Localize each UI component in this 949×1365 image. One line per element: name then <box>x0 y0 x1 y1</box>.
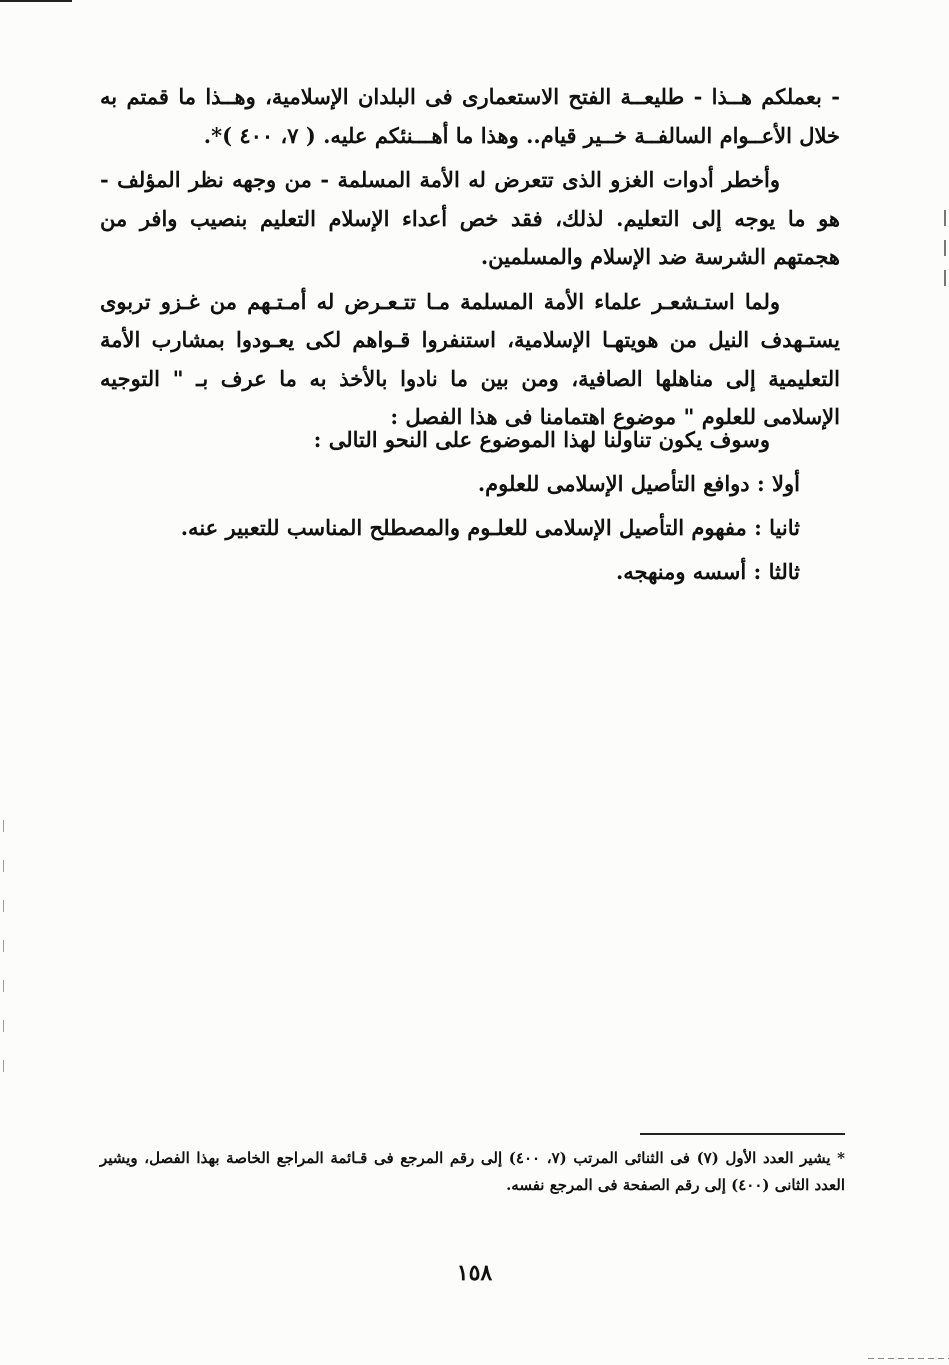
paragraph-1: - بعملكم هــذا - طليعــة الفتح الاستعمارى فى البلدان الإسلامية، وهــذا ما قمتم به خلال الأعــوام السالفــة خــير قيام.. وهذا ما أهـــنئكم عليه. ( ٧، ٤٠٠ )*. <box>100 84 840 148</box>
scan-edge-marks-right <box>944 210 947 300</box>
outline-item-2: ثانيا : مفهوم التأصيل الإسلامى للعلـوم والمصطلح المناسب للتعبير عنه. <box>180 515 800 540</box>
chapter-outline <box>100 418 800 594</box>
outline-item-3: ثالثا : أسسه ومنهجه. <box>615 559 800 584</box>
main-text <box>100 78 840 443</box>
footnote-separator <box>640 1133 845 1135</box>
outline-item-1: أولا : دوافع التأصيل الإسلامى للعلوم. <box>477 471 800 496</box>
top-edge-rule <box>0 0 72 2</box>
outline-intro: وسوف يكون تناولنا لهذا الموضوع على النحو التالى : <box>313 427 770 452</box>
footnote: * يشير العدد الأول (٧) فى الثنائى المرتب (٧، ٤٠٠) إلى رقم المرجع فى قـائمة المراجع الخاصة بهذا الفصل، ويشير العدد الثانى (٤٠٠) إلى رقم الصفحة فى المرجع نفسه. <box>100 1149 845 1194</box>
bottom-edge-rule <box>868 1358 949 1359</box>
page-number: ١٥٨ <box>456 1260 493 1286</box>
paragraph-2: وأخطر أدوات الغزو الذى تتعرض له الأمة المسلمة - من وجهه نظر المؤلف - هو ما يوجه إلى التعليم. لذلك، فقد خص أعداء الإسلام التعليم بنصيب وافر من هجمتهم الشرسة ضد الإسلام والمسلمين. <box>100 167 840 269</box>
scan-edge-marks-left <box>3 820 5 1100</box>
paragraph-3: ولما استـشعـر علماء الأمة المسلمة مـا تتـعـرض له أمـتـهم من غـزو تربوى يستـهدف النيل من هويتهـا الإسلامية، استنفروا قـواهم لكى يعـودوا بمشارب الأمة التعليمية إلى مناهلها الصافية، ومن بين ما نادوا بالأخذ به ما عرف بـ " التوجيه الإسلامى للعلوم " موضوع اهتمامنا فى هذا الفصل : <box>100 288 840 429</box>
